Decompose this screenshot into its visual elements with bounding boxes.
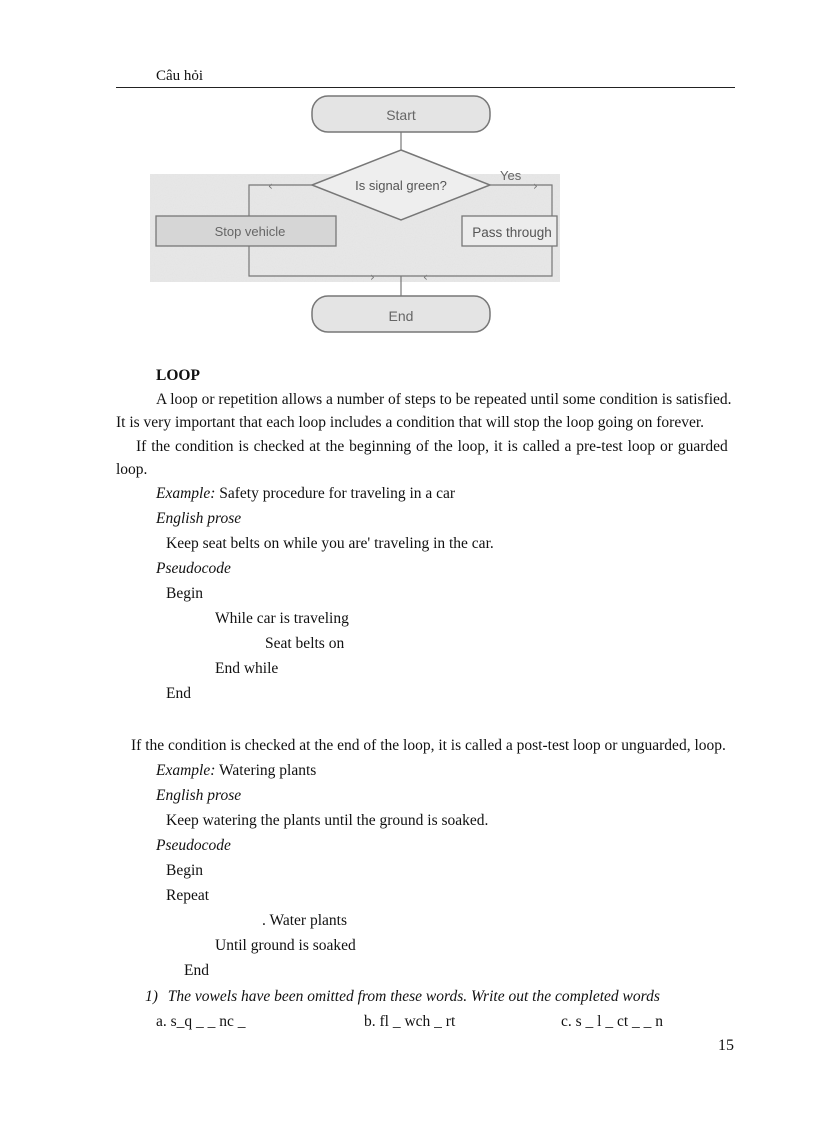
example1-prose-label: English prose	[156, 510, 242, 527]
example1-code-line: Begin	[166, 585, 204, 602]
example2-text: Watering plants	[219, 762, 317, 779]
example1-pseudo-label: Pseudocode	[156, 560, 231, 577]
exercise-instruction: The vowels have been omitted from these words. Write out the completed words	[167, 988, 660, 1005]
example2-pseudo-label: Pseudocode	[156, 837, 231, 854]
example1-code-line: End while	[215, 660, 279, 677]
example1-code-line: Seat belts on	[265, 635, 345, 652]
example1-text: Safety procedure for traveling in a car	[219, 485, 456, 502]
loop-p2-line1: If the condition is checked at the beginning of the loop, it is called a pre-test loop or guarded	[136, 438, 728, 455]
loop-p1-line1: A loop or repetition allows a number of steps to be repeated until some condition is satisfied.	[156, 391, 732, 408]
example2-code-line: Begin	[166, 862, 204, 879]
pass-through-label: Pass through	[472, 225, 552, 240]
merge-arrow-right: ‹	[423, 270, 428, 284]
stop-vehicle-label: Stop vehicle	[214, 224, 286, 239]
example1-prose-text: Keep seat belts on while you are' traveling in the car.	[166, 535, 494, 552]
header-title: Câu hỏi	[156, 68, 204, 84]
example1-line	[156, 485, 455, 503]
example1-code-line: End	[166, 685, 191, 702]
example2-line	[156, 762, 316, 780]
loop-p3: If the condition is checked at the end of the loop, it is called a post-test loop or unguarded, loop.	[131, 737, 726, 754]
loop-heading: LOOP	[156, 367, 200, 384]
end-label: End	[388, 308, 414, 324]
loop-p1-line2: It is very important that each loop includes a condition that will stop the loop going on forever.	[116, 414, 705, 431]
start-label: Start	[386, 107, 416, 123]
loop-p2-line2: loop.	[116, 461, 148, 478]
exercise-item-a: a. s_q _ _ nc _	[156, 1013, 246, 1030]
header-rule	[116, 87, 735, 88]
example2-prose-label: English prose	[156, 787, 242, 804]
exercise-line	[145, 988, 660, 1006]
flowchart-figure	[150, 92, 560, 338]
example1-code-line: While car is traveling	[215, 610, 349, 627]
decision-label: Is signal green?	[355, 178, 447, 193]
merge-arrow-left: ›	[370, 270, 375, 284]
page-number: 15	[718, 1037, 734, 1054]
yes-label: Yes	[500, 168, 522, 183]
example2-code-line: End	[184, 962, 209, 979]
exercise-item-b: b. fl _ wch _ rt	[364, 1013, 456, 1030]
example2-code-line: Repeat	[166, 887, 210, 904]
example2-code-line: . Water plants	[262, 912, 347, 929]
example2-label: Example:	[156, 762, 216, 779]
left-arrow-glyph: ‹	[268, 179, 273, 193]
example2-code-line: Until ground is soaked	[215, 937, 356, 954]
example1-label: Example:	[156, 485, 216, 502]
example2-prose-text: Keep watering the plants until the ground is soaked.	[166, 812, 489, 829]
exercise-item-c: c. s _ l _ ct _ _ n	[561, 1013, 664, 1030]
right-arrow-glyph: ›	[533, 179, 538, 193]
exercise-number: 1)	[145, 988, 158, 1005]
